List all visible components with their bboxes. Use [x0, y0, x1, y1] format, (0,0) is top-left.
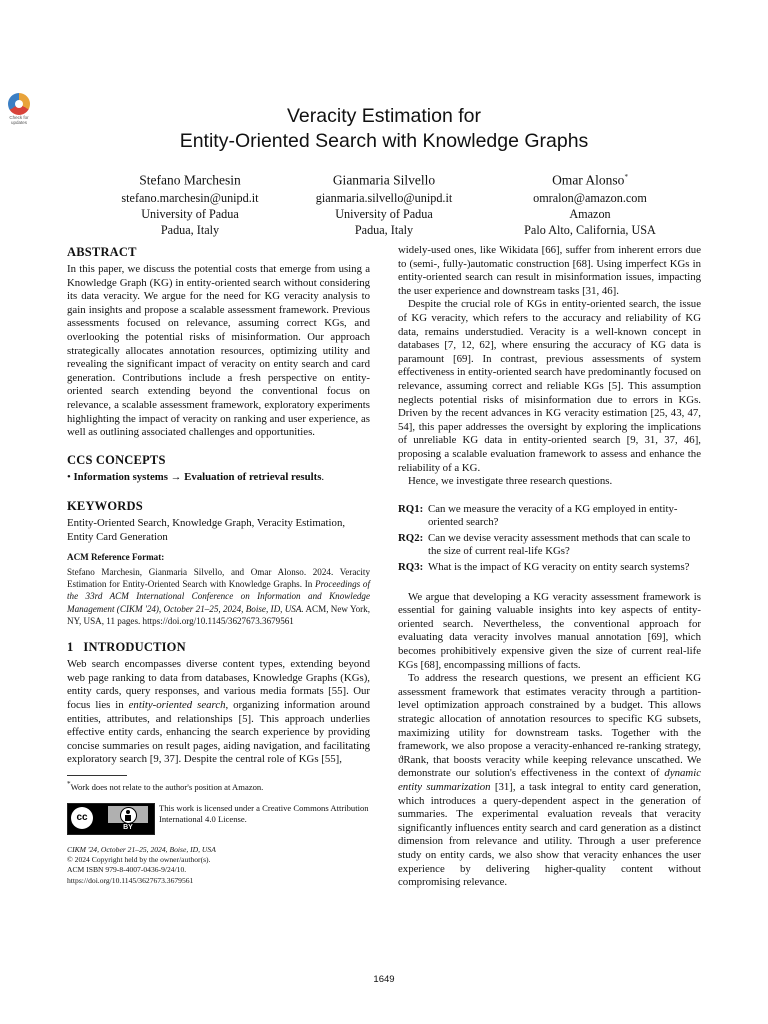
doi-link[interactable]: https://doi.org/10.1145/3627673.3679561: [67, 875, 194, 885]
author-block-1: [80, 168, 300, 238]
creative-commons-by-logo[interactable]: [67, 803, 155, 835]
publication-info: CIKM '24, October 21–25, 2024, Boise, ID, USA © 2024 Copyright held by the owner/author(s). ACM ISBN 979-8-4007-0436-9/24/10. https://doi.org/10.1145/3627673.3679561: [67, 845, 370, 886]
paragraph: To address the research questions, we present an efficient KG assessment framework that estimates veracity through a partition-level optimization approach constrained by a budget. This allows strategic allocation of annotation resources to specific KG subsets, maximizing utility for downstream tasks. Together with the framework, we also propose a veracity-enhanced re-ranking strategy, ϑRank, that boosts veracity while keeping relevance unscathed. We demonstrate our solution's effectiveness in the context of dynamic entity summarization [31], a task integral to entity card generation, which introduces a query-dependent aspect in the generation of summaries. The experimental evaluation reveals that veracity significantly influences entity search and card generation as a distinct dimension from relevance and utility. Through a user preference study on entity cards, we also show that veracity enhances the user experience by delivering higher-quality content without compromising relevance.: [398, 672, 701, 889]
author-name: Omar Alonso: [552, 172, 625, 188]
author-footnote-mark: *: [624, 173, 628, 181]
by-label: BY: [123, 823, 133, 831]
right-column: [398, 244, 701, 890]
author-name: Gianmaria Silvello: [332, 172, 436, 188]
ccs-concepts: • Information systems → Evaluation of retrieval results.: [67, 470, 325, 483]
footnote-rule: [67, 775, 127, 776]
abstract-text: In this paper, we discuss the potential costs that emerge from using a Knowledge Graph (KG) in entity-oriented search without considering its data veracity. We argue for the need for KG veracity analysis to gain insights and propose a scalable assessment framework. Previous assessments focused on relevance, assuming correct KGs, and overlooking the potential risks of misinformation. Our approach strategically allocates annotation resources, optimizing utility and revealing the significant impact of veracity on entity search and card generation. Contributions include a fresh perspective on entity-oriented search extending beyond the conventional focus on relevance, a scalable assessment framework, exploratory experiments highlighting the impact of veracity on ranking and user experience, as well as outlining associated challenges and opportunities.: [67, 263, 370, 439]
crossmark-label: Check for updates: [9, 115, 29, 125]
cc-icon: cc: [71, 807, 93, 829]
author-block-2: [274, 168, 494, 238]
research-question: RQ2: Can we devise veracity assessment methods that can scale to the size of current real-life KGs?: [398, 531, 691, 558]
license-block: [67, 803, 370, 835]
person-icon: [120, 807, 137, 824]
author-email[interactable]: gianmaria.silvello@unipd.it: [315, 190, 453, 205]
intro-heading: 1 INTRODUCTION: [67, 640, 186, 655]
author-affiliation: University of Padua: [141, 206, 239, 221]
author-location: Padua, Italy: [354, 222, 414, 237]
paragraph: widely-used ones, like Wikidata [66], suffer from inherent errors due to (semi-, fully-)automatic construction [68]. Using imperfect KGs in entity-oriented search can result in misinformation issues, impacting the user experience and downstream tasks [31, 46].: [398, 244, 701, 297]
intro-paragraph: Web search encompasses diverse content types, extending beyond web page ranking to data from databases, Knowledge Graphs (KGs), entity cards, query responses, and various media formats [55]. Our focus lies in entity-oriented search, organizing information around entities, attributes, and relationships [5]. This approach underlies effective entity cards, enhancing the search experience by providing concise summaries on result pages, aiding navigation, and facilitating exploratory search [9, 37]. Despite the central role of KGs [55],: [67, 658, 370, 766]
paragraph: We argue that developing a KG veracity assessment framework is essential for gaining valuable insights into key aspects of entity-oriented search. Nevertheless, the conventional approach for evaluating data veracity involves manual annotation [69], which becomes prohibitively expensive given the size of current real-life KGs [68], encompassing millions of facts.: [398, 590, 701, 671]
author-location: Palo Alto, California, USA: [524, 222, 656, 237]
ccs-subconcept: Evaluation of retrieval results: [184, 470, 322, 483]
title-line-1: Veracity Estimation for: [287, 105, 481, 127]
research-questions: [398, 503, 701, 575]
author-location: Padua, Italy: [160, 222, 220, 237]
license-text: This work is licensed under a Creative Commons Attribution International 4.0 License.: [159, 802, 369, 824]
arrow-icon: →: [170, 470, 182, 483]
title-line-2: Entity-Oriented Search with Knowledge Graphs: [179, 130, 589, 152]
left-column: [67, 244, 370, 886]
acm-reference: ACM Reference Format: Stefano Marchesin, Gianmaria Silvello, and Omar Alonso. 2024. Veracity Estimation for Entity-Oriented Search with Knowledge Graphs. In Proceedings of the 33rd ACM International Conference on Information and Knowledge Management (CIKM '24), October 21–25, 2024, Boise, ID, USA. ACM, New York, NY, USA, 11 pages. https://doi.org/10.1145/3627673.3679561: [67, 551, 370, 626]
author-email[interactable]: omralon@amazon.com: [533, 190, 647, 205]
abstract-heading: ABSTRACT: [67, 245, 137, 259]
ccs-heading: CCS CONCEPTS: [67, 452, 166, 467]
footnote: *Work does not relate to the author's position at Amazon.: [67, 780, 264, 792]
acm-ref-doi[interactable]: ACM, New York, NY, USA, 11 pages. https://doi.org/10.1145/3627673.3679561: [67, 603, 370, 626]
paragraph: Despite the crucial role of KGs in entity-oriented search, the issue of KG veracity, which refers to the accuracy and reliability of KG data, remains understudied. Veracity is a well-known concept in databases [7, 12, 62], where ensuring the accuracy of KG data is paramount [69]. In contrast, previous assessments of system effectiveness in entity-oriented search have predominantly focused on relevance, assuming correct and reliable KGs [5]. This assumption neglects potential risks of misinformation due to errors in KGs. Driven by the recent advances in KG veracity estimation [25, 43, 47, 54], this paper addresses the oversight by exploring the implications of unreliable KG data in entity-oriented search [9, 31, 37, 46], proposing a scalable evaluation framework to assess and enhance the reliability of a KG.: [398, 298, 701, 474]
paper-title: [0, 104, 768, 154]
research-question: RQ1: Can we measure the veracity of a KG employed in entity-oriented search?: [398, 502, 678, 529]
page-number: 1649: [373, 974, 395, 985]
keywords-text: Entity-Oriented Search, Knowledge Graph, Veracity Estimation, Entity Card Generation: [67, 517, 346, 543]
author-name: Stefano Marchesin: [139, 172, 241, 188]
author-block-3: [480, 168, 700, 238]
ccs-concept: Information systems: [73, 470, 168, 483]
acm-ref-heading: ACM Reference Format:: [67, 551, 165, 562]
author-affiliation: Amazon: [569, 206, 611, 221]
research-question: RQ3: What is the impact of KG veracity on entity search systems?: [398, 561, 690, 574]
keywords-heading: KEYWORDS: [67, 499, 143, 514]
paragraph: Hence, we investigate three research questions.: [408, 475, 613, 488]
acm-ref-venue: Proceedings of the 33rd ACM International Conference on Information and Knowledge Management (CIKM '24), October 21–25, 2024, Boise, ID, USA.: [67, 579, 370, 614]
author-email[interactable]: stefano.marchesin@unipd.it: [121, 190, 259, 205]
author-affiliation: University of Padua: [335, 206, 433, 221]
